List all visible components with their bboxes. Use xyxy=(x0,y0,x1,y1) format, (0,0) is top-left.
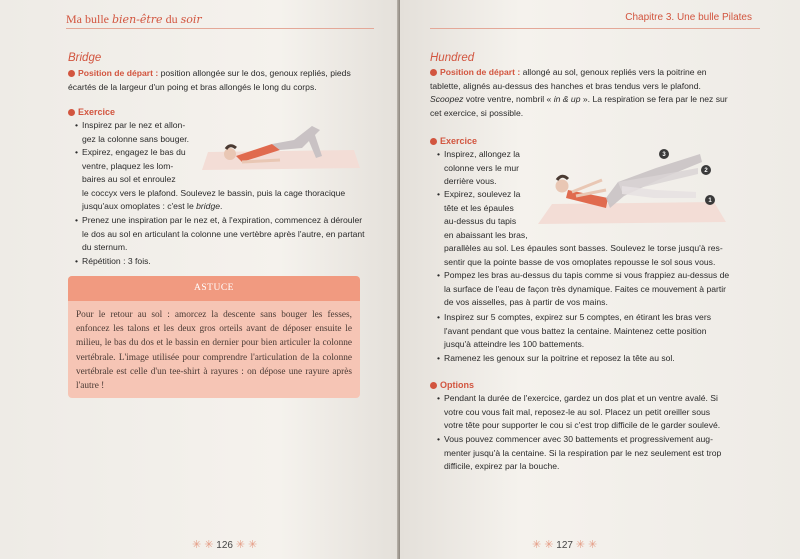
start-label: Position de départ : xyxy=(78,68,159,78)
line: . xyxy=(220,201,223,211)
bullet-dot-icon xyxy=(430,138,437,145)
exercise-title: Bridge xyxy=(68,52,102,64)
running-header-left xyxy=(66,12,202,27)
hair xyxy=(557,176,568,180)
bullet-dot-icon xyxy=(68,70,75,77)
list-item xyxy=(444,352,675,366)
exercise-title: Hundred xyxy=(430,52,475,64)
start-position xyxy=(430,66,760,120)
line: allongé au sol, genoux repliés vers la poitrine en xyxy=(522,67,707,77)
line: Expirez, engagez le bas du xyxy=(82,147,186,157)
list-item xyxy=(82,119,189,146)
line: en abaissant les bras, xyxy=(444,229,528,240)
list-item xyxy=(444,433,721,474)
list-item xyxy=(444,269,729,310)
star-ornament-icon: ✳ ✳ xyxy=(532,539,554,551)
list-item xyxy=(82,255,151,269)
line: sentir que la pointe basse de vos omoplates repousse le sol sous vous. xyxy=(444,256,716,267)
exercise-heading xyxy=(430,136,477,146)
line: Pompez les bras au-dessus du tapis comme si vous frappiez au-dessus de xyxy=(444,270,730,280)
right-page xyxy=(400,0,800,559)
list-item xyxy=(444,148,520,189)
line: parallèles au sol. Les épaules sont basses. Soulevez le torse jusqu'à res- xyxy=(444,243,723,253)
header-script2: soir xyxy=(180,13,202,26)
head xyxy=(224,148,236,160)
step-number: 1 xyxy=(708,198,712,204)
line: votre cou vous fait mal, reposez-le au sol. Placez un petit oreiller sous xyxy=(444,406,711,417)
options-label: Options xyxy=(440,380,474,390)
line: tête et les épaules xyxy=(444,202,514,213)
page-number-right xyxy=(532,538,597,551)
line: la surface de l'eau de façon très dynamique. Faites ce mouvement à partir xyxy=(444,283,727,294)
options-heading xyxy=(430,380,474,390)
line: cet exercice, si possible. xyxy=(430,107,524,118)
line: Expirez, soulevez la xyxy=(444,189,521,199)
line: ». La respiration se fera par le nez sur xyxy=(580,94,728,104)
start-label: Position de départ : xyxy=(440,67,521,77)
header-middle: du xyxy=(162,12,181,26)
start-position xyxy=(68,67,368,94)
line: le dos au sol en articulant la colonne une vertèbre après l'autre, en partant xyxy=(82,228,365,239)
line: Répétition : 3 fois. xyxy=(82,256,151,266)
page-number-left xyxy=(192,538,257,551)
line: derrière vous. xyxy=(444,176,497,186)
line: Pendant la durée de l'exercice, gardez un dos plat et un ventre avalé. Si xyxy=(444,393,718,403)
bullet-dot-icon xyxy=(430,69,437,76)
scoopez-term: Scoopez xyxy=(430,94,464,104)
head xyxy=(556,180,569,193)
line: Vous pouvez commencer avec 30 battements et progressivement aug- xyxy=(444,434,713,444)
star-ornament-icon: ✳ ✳ xyxy=(235,539,258,551)
step-number: 2 xyxy=(704,168,708,174)
line: de vos aisselles, pas à partir de vos mains. xyxy=(444,297,608,307)
start-text-1: position allongée sur le dos, genoux repliés, pieds xyxy=(160,68,351,78)
step-marker-2 xyxy=(701,165,711,175)
line: Inspirez par le nez et allon- xyxy=(82,120,186,130)
step-marker-3 xyxy=(659,149,669,159)
line: jusqu'aux omoplates : c'est le xyxy=(82,201,197,211)
exercise-heading xyxy=(68,107,115,117)
exercise-label: Exercice xyxy=(78,107,116,117)
tip-header: ASTUCE xyxy=(68,276,360,301)
star-ornament-icon: ✳ ✳ xyxy=(192,539,214,551)
tip-text: Pour le retour au sol : amorcez la descente sans bouger les fesses, enfoncez les talons et les deux gros orteils avant de déposer ensuite le milieu, le bas du dos et le bassin en dernier pour bien articuler la colonne vertébrale. L'image utilisée pour comprendre l'articulation de la colonne vertébrale est celle d'un tee-shirt à rayures : on dépose une rayure après l'autre ! xyxy=(76,310,352,392)
line: Inspirez, allongez la xyxy=(444,149,520,159)
line: Prenez une inspiration par le nez et, à l'expiration, commencez à dérouler xyxy=(82,215,363,225)
line: Inspirez sur 5 comptes, expirez sur 5 comptes, en étirant les bras vers xyxy=(444,312,711,322)
bullet-dot-icon xyxy=(430,382,437,389)
header-rule xyxy=(430,28,760,29)
step-marker-1 xyxy=(705,195,715,205)
line: l'avant pendant que vous battez la centaine. Maintenez cette position xyxy=(444,325,707,336)
header-script: bien-être xyxy=(112,13,163,26)
line: baires au sol et enroulez xyxy=(82,174,176,184)
line: gez la colonne sans bouger. xyxy=(82,133,190,144)
header-rule xyxy=(66,28,374,29)
line: votre ventre, nombril « xyxy=(463,94,554,104)
line: le coccyx vers le plafond. Soulevez le bassin, puis la cage thoracique xyxy=(82,187,346,198)
line: ventre, plaquez les lom- xyxy=(82,160,174,171)
line: jusqu'à atteindre les 100 battements. xyxy=(444,339,585,349)
bridge-illustration xyxy=(202,118,362,174)
line: difficile, expirez par la bouche. xyxy=(444,461,560,471)
line: Ramenez les genoux sur la poitrine et reposez la tête au sol. xyxy=(444,353,675,363)
bullet-dot-icon xyxy=(68,109,75,116)
line: votre tête pour supporter le cou si c'est trop difficile de le garder soulevé. xyxy=(444,420,721,430)
star-ornament-icon: ✳ ✳ xyxy=(575,539,598,551)
list-item xyxy=(82,214,365,255)
line: au-dessus du tapis xyxy=(444,216,517,226)
page-number: 126 xyxy=(216,540,233,551)
header-prefix: Ma bulle xyxy=(66,12,112,26)
line: tablette, alignés au-dessus des hanches et bras tendus vers le plafond. xyxy=(430,80,701,91)
line: du sternum. xyxy=(82,242,128,252)
step-number: 3 xyxy=(662,152,666,158)
bridge-term: bridge xyxy=(196,201,220,211)
line: colonne vers le mur xyxy=(444,162,519,173)
page-number: 127 xyxy=(556,540,573,551)
start-text-2: écartés de la largeur d'un poing et bras allongés le long du corps. xyxy=(68,81,317,92)
in-up-term: in & up xyxy=(553,94,581,104)
list-item xyxy=(444,311,711,352)
legs-low xyxy=(622,186,696,198)
line: menter jusqu'à la centaine. Si la respiration par le nez seulement est trop xyxy=(444,447,722,458)
arm xyxy=(242,160,280,162)
tip-box xyxy=(68,276,360,398)
running-header-right: Chapitre 3. Une bulle Pilates xyxy=(625,12,752,23)
list-item xyxy=(444,392,720,433)
hundred-illustration xyxy=(538,146,728,228)
exercise-label: Exercice xyxy=(440,136,478,146)
mat xyxy=(538,202,726,224)
